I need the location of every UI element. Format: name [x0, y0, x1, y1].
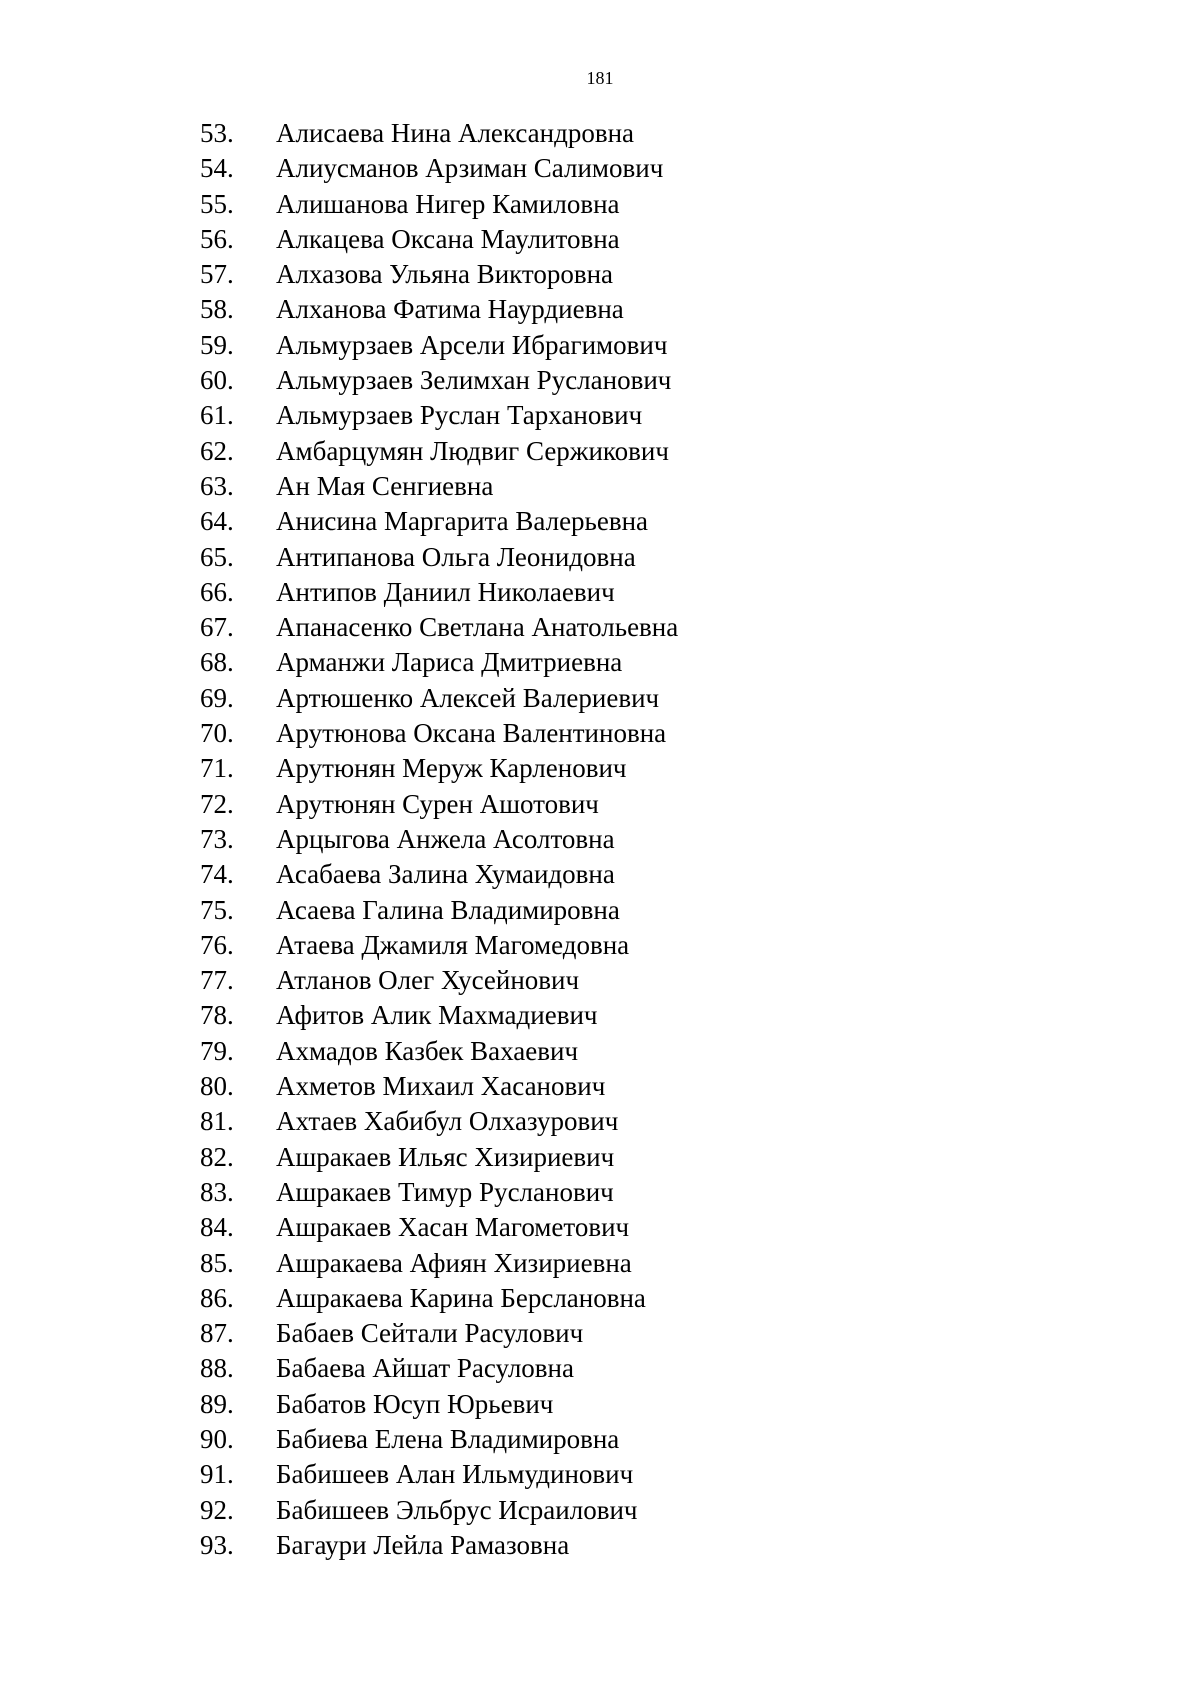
list-item-number: 66. [200, 576, 234, 607]
list-item-number: 68. [200, 647, 234, 678]
list-item [200, 963, 678, 998]
list-item-number: 81. [200, 1106, 234, 1137]
list-item-name: Арутюнян Меруж Карленович [276, 753, 627, 784]
list-item [200, 1069, 678, 1104]
list-item-name: Альмурзаев Зелимхан Русланович [276, 365, 672, 396]
list-item-number: 93. [200, 1529, 234, 1560]
list-item [200, 1528, 678, 1563]
list-item [200, 504, 678, 539]
list-item-number: 73. [200, 823, 234, 854]
list-item-number: 76. [200, 929, 234, 960]
list-item-number: 53. [200, 118, 234, 148]
list-item [200, 434, 678, 469]
list-item [200, 787, 678, 822]
list-item-number: 57. [200, 259, 234, 290]
list-item [200, 222, 678, 257]
list-item [200, 998, 678, 1033]
list-item-name: Атланов Олег Хусейнович [276, 965, 580, 996]
list-item-name: Анисина Маргарита Валерьевна [276, 506, 649, 537]
list-item [200, 1493, 678, 1528]
list-item-name: Алхазова Ульяна Викторовна [276, 259, 614, 290]
list-item-name: Алисаева Нина Александровна [276, 118, 635, 148]
list-item-name: Артюшенко Алексей Валериевич [276, 682, 660, 713]
list-item-number: 77. [200, 965, 234, 996]
list-item-number: 80. [200, 1071, 234, 1102]
list-item-number: 85. [200, 1247, 234, 1278]
list-item-name: Арцыгова Анжела Асолтовна [276, 823, 615, 854]
list-item-name: Альмурзаев Арсели Ибрагимович [276, 329, 668, 360]
list-item-number: 59. [200, 329, 234, 360]
list-item [200, 469, 678, 504]
list-item-name: Асаева Галина Владимировна [276, 894, 620, 925]
list-item [200, 187, 678, 222]
list-item-name: Арутюнян Сурен Ашотович [276, 788, 599, 819]
list-item-number: 64. [200, 506, 234, 537]
list-item [200, 575, 678, 610]
name-list [200, 116, 678, 1563]
list-item [200, 1175, 678, 1210]
list-item [200, 1140, 678, 1175]
list-item [200, 716, 678, 751]
list-item-name: Алиусманов Арзиман Салимович [276, 153, 664, 184]
list-item-number: 58. [200, 294, 234, 325]
list-item-number: 56. [200, 223, 234, 254]
list-item-number: 69. [200, 682, 234, 713]
list-item [200, 610, 678, 645]
list-item-name: Антипов Даниил Николаевич [276, 576, 615, 607]
list-item-name: Антипанова Ольга Леонидовна [276, 541, 636, 572]
list-item [200, 398, 678, 433]
list-item-number: 90. [200, 1423, 234, 1454]
list-item-name: Атаева Джамиля Магомедовна [276, 929, 630, 960]
list-item [200, 822, 678, 857]
list-item-number: 55. [200, 188, 234, 219]
list-item-name: Алкацева Оксана Маулитовна [276, 223, 620, 254]
list-item [200, 328, 678, 363]
list-item-number: 63. [200, 470, 234, 501]
list-item-name: Алишанова Нигер Камиловна [276, 188, 620, 219]
list-item-number: 75. [200, 894, 234, 925]
list-item-number: 88. [200, 1353, 234, 1384]
list-item [200, 363, 678, 398]
list-item-name: Ашракаев Тимур Русланович [276, 1176, 614, 1207]
list-item-name: Ахтаев Хабибул Олхазурович [276, 1106, 619, 1137]
list-item [200, 292, 678, 327]
list-item-name: Амбарцумян Людвиг Сержикович [276, 435, 669, 466]
list-item-name: Бабатов Юсуп Юрьевич [276, 1388, 554, 1419]
list-item-name: Бабиева Елена Владимировна [276, 1423, 620, 1454]
list-item-number: 61. [200, 400, 234, 431]
list-item-number: 65. [200, 541, 234, 572]
page-number: 181 [586, 68, 614, 88]
list-item-name: Ашракаева Афиян Хизириевна [276, 1247, 632, 1278]
list-item-name: Ашракаев Ильяс Хизириевич [276, 1141, 615, 1172]
list-item-name: Багаури Лейла Рамазовна [276, 1529, 570, 1560]
list-item-name: Арманжи Лариса Дмитриевна [276, 647, 623, 678]
list-item-number: 83. [200, 1176, 234, 1207]
list-item [200, 893, 678, 928]
list-item-name: Афитов Алик Махмадиевич [276, 1000, 598, 1031]
list-item [200, 681, 678, 716]
list-item-number: 92. [200, 1494, 234, 1525]
list-item [200, 1246, 678, 1281]
list-item-number: 89. [200, 1388, 234, 1419]
list-item [200, 1034, 678, 1069]
list-item-number: 62. [200, 435, 234, 466]
list-item-name: Ахметов Михаил Хасанович [276, 1071, 606, 1102]
list-item-number: 78. [200, 1000, 234, 1031]
list-item-name: Ахмадов Казбек Вахаевич [276, 1035, 579, 1066]
list-item [200, 1351, 678, 1386]
list-item-number: 82. [200, 1141, 234, 1172]
list-item [200, 1422, 678, 1457]
list-item-name: Бабаева Айшат Расуловна [276, 1353, 574, 1384]
list-item-number: 67. [200, 612, 234, 643]
list-item [200, 928, 678, 963]
list-item-number: 87. [200, 1318, 234, 1349]
list-item-name: Ан Мая Сенгиевна [276, 470, 494, 501]
list-item [200, 857, 678, 892]
list-item-name: Бабаев Сейтали Расулович [276, 1318, 584, 1349]
list-item-number: 79. [200, 1035, 234, 1066]
list-item-name: Асабаева Залина Хумаидовна [276, 859, 615, 890]
list-item-number: 60. [200, 365, 234, 396]
list-item-number: 86. [200, 1282, 234, 1313]
list-item-name: Арутюнова Оксана Валентиновна [276, 718, 667, 749]
list-item-name: Бабишеев Эльбрус Исраилович [276, 1494, 638, 1525]
list-item [200, 645, 678, 680]
list-item-number: 74. [200, 859, 234, 890]
list-item [200, 751, 678, 786]
list-item [200, 1210, 678, 1245]
list-item-name: Альмурзаев Руслан Тарханович [276, 400, 643, 431]
list-item [200, 257, 678, 292]
list-item-name: Ашракаев Хасан Магометович [276, 1212, 630, 1243]
list-item-number: 71. [200, 753, 234, 784]
list-item-name: Апанасенко Светлана Анатольевна [276, 612, 679, 643]
list-item-name: Ашракаева Карина Берслановна [276, 1282, 646, 1313]
list-item-number: 70. [200, 718, 234, 749]
list-item [200, 1281, 678, 1316]
list-item-number: 54. [200, 153, 234, 184]
list-item [200, 1316, 678, 1351]
list-item-name: Бабишеев Алан Ильмудинович [276, 1459, 634, 1490]
list-item [200, 1457, 678, 1492]
list-item [200, 540, 678, 575]
list-item [200, 1104, 678, 1139]
list-item-number: 72. [200, 788, 234, 819]
list-item-number: 84. [200, 1212, 234, 1243]
list-item [200, 1387, 678, 1422]
list-item-number: 91. [200, 1459, 234, 1490]
list-item [200, 151, 678, 186]
list-item-name: Алханова Фатима Наурдиевна [276, 294, 624, 325]
list-item [200, 116, 678, 151]
